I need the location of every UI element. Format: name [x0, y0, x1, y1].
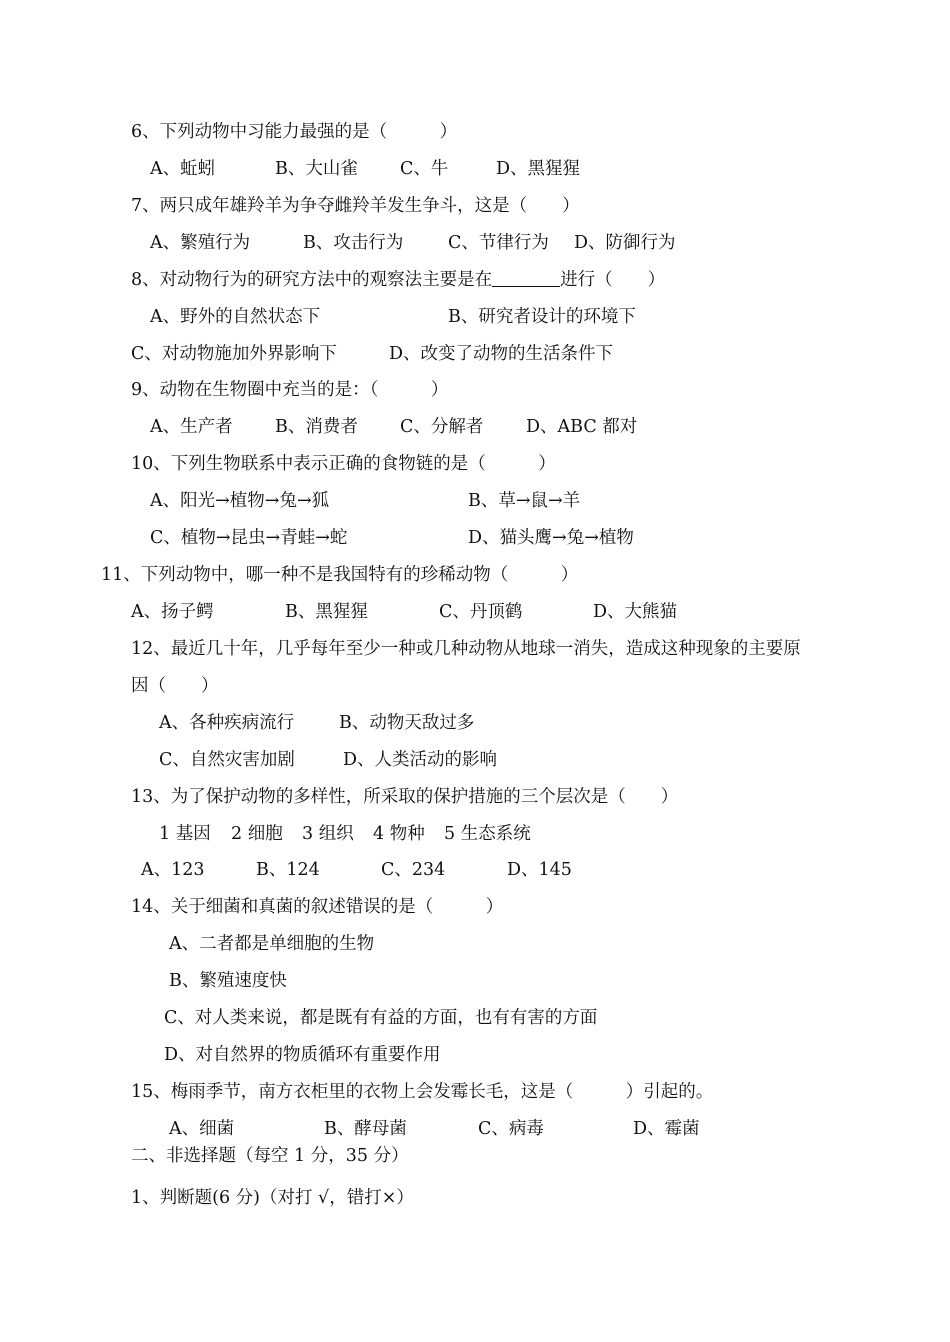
question-10-options-row1 — [150, 489, 850, 513]
option-b: B、酵母菌 — [324, 1119, 407, 1139]
question-8-stem — [131, 268, 665, 292]
option-c: C、分解者 — [400, 417, 484, 437]
item-2: 2 细胞 — [231, 824, 283, 844]
option-a: A、细菌 — [169, 1119, 235, 1139]
stem-before-blank: 8、对动物行为的研究方法中的观察法主要是在 — [131, 270, 493, 290]
option-d: D、145 — [507, 860, 572, 880]
option-d: D、大熊猫 — [593, 602, 678, 622]
stem-after-blank: 进行（ ） — [560, 270, 666, 290]
question-7-stem: 7、两只成年雄羚羊为争夺雌羚羊发生争斗，这是（ ） — [131, 196, 580, 216]
option-d: D、改变了动物的生活条件下 — [389, 344, 614, 364]
fill-blank — [492, 268, 560, 287]
option-d: D、防御行为 — [574, 233, 676, 253]
option-a: A、各种疾病流行 — [159, 713, 295, 733]
question-6-options — [150, 157, 850, 181]
section-2-subheading: 1、判断题(6 分)（对打 √，错打×） — [131, 1188, 414, 1208]
question-15-stem: 15、梅雨季节，南方衣柜里的衣物上会发霉长毛，这是（ ）引起的。 — [131, 1082, 714, 1102]
option-a: A、123 — [141, 860, 205, 880]
option-b: B、消费者 — [275, 417, 358, 437]
option-b: B、攻击行为 — [303, 233, 404, 253]
question-9-options — [150, 415, 850, 439]
option-b: B、草→鼠→羊 — [468, 491, 581, 511]
question-12-stem-line2: 因（ ） — [131, 676, 219, 696]
question-11-stem: 11、下列动物中，哪一种不是我国特有的珍稀动物（ ） — [101, 565, 579, 585]
option-a: A、繁殖行为 — [150, 233, 251, 253]
question-7-options — [150, 231, 850, 255]
option-a: A、野外的自然状态下 — [150, 307, 321, 327]
question-14-option-a: A、二者都是单细胞的生物 — [169, 934, 375, 954]
option-a: A、阳光→植物→兔→狐 — [150, 491, 330, 511]
question-10-stem: 10、下列生物联系中表示正确的食物链的是（ ） — [131, 454, 556, 474]
question-13-items — [159, 822, 859, 846]
option-d: D、猫头鹰→兔→植物 — [468, 528, 634, 548]
option-c: C、病毒 — [478, 1119, 544, 1139]
option-b: B、动物天敌过多 — [339, 713, 475, 733]
question-13-options — [141, 858, 841, 882]
option-b: B、大山雀 — [275, 159, 358, 179]
question-12-options-row2 — [159, 748, 859, 772]
option-b: B、研究者设计的环境下 — [448, 307, 636, 327]
item-1: 1 基因 — [159, 824, 211, 844]
option-d: D、霉菌 — [633, 1119, 700, 1139]
option-c: C、植物→昆虫→青蛙→蛇 — [150, 528, 348, 548]
option-d: D、黑猩猩 — [496, 159, 581, 179]
question-14-stem: 14、关于细菌和真菌的叙述错误的是（ ） — [131, 897, 504, 917]
option-a: A、生产者 — [150, 417, 233, 437]
question-13-stem: 13、为了保护动物的多样性，所采取的保护措施的三个层次是（ ） — [131, 787, 679, 807]
option-c: C、节律行为 — [448, 233, 549, 253]
question-14-option-b: B、繁殖速度快 — [169, 971, 287, 991]
option-c: C、牛 — [400, 159, 449, 179]
section-2-heading: 二、非选择题（每空 1 分，35 分） — [131, 1146, 409, 1166]
option-b: B、124 — [256, 860, 320, 880]
option-a: A、扬子鳄 — [131, 602, 214, 622]
question-6-stem: 6、下列动物中习能力最强的是（ ） — [131, 122, 458, 142]
question-9-stem: 9、动物在生物圈中充当的是：（ ） — [131, 380, 449, 400]
question-10-options-row2 — [150, 526, 850, 550]
item-4: 4 物种 — [373, 824, 425, 844]
option-c: C、丹顶鹤 — [439, 602, 523, 622]
question-14-option-d: D、对自然界的物质循环有重要作用 — [164, 1045, 441, 1065]
question-15-options — [169, 1117, 869, 1141]
option-c: C、234 — [381, 860, 446, 880]
question-8-options-row2 — [131, 342, 831, 366]
option-a: A、蚯蚓 — [150, 159, 216, 179]
question-8-options-row1 — [150, 305, 850, 329]
question-12-stem-line1: 12、最近几十年，几乎每年至少一种或几种动物从地球一消失，造成这种现象的主要原 — [131, 639, 801, 659]
item-5: 5 生态系统 — [444, 824, 531, 844]
option-b: B、黑猩猩 — [285, 602, 368, 622]
option-c: C、自然灾害加剧 — [159, 750, 295, 770]
question-12-options-row1 — [159, 711, 859, 735]
option-d: D、ABC 都对 — [526, 417, 638, 437]
item-3: 3 组织 — [302, 824, 354, 844]
option-d: D、人类活动的影响 — [343, 750, 498, 770]
question-11-options — [131, 600, 831, 624]
question-14-option-c: C、对人类来说，都是既有有益的方面，也有有害的方面 — [164, 1008, 598, 1028]
option-c: C、对动物施加外界影响下 — [131, 344, 337, 364]
